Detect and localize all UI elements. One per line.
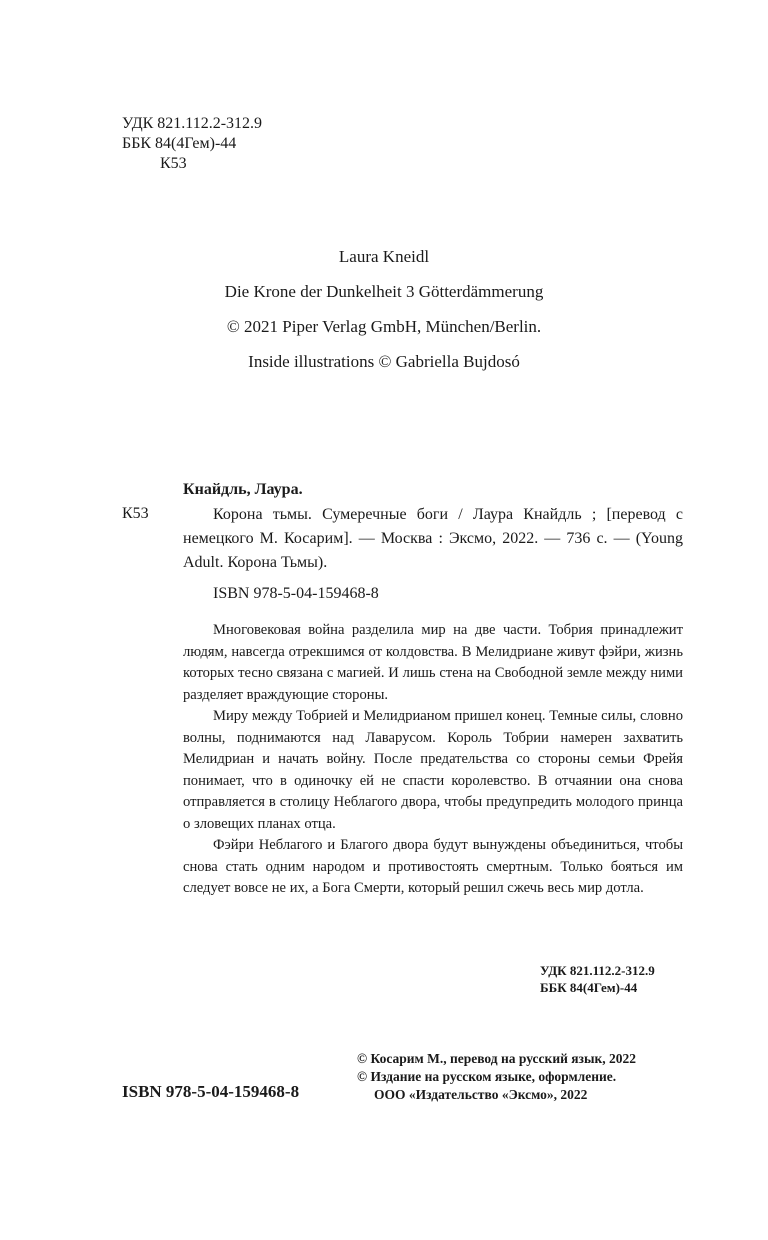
classification-codes-top (122, 114, 262, 174)
catalog-isbn: ISBN 978-5-04-159468-8 (213, 585, 379, 602)
bbk-code: ББК 84(4Гем)-44 (122, 135, 237, 152)
translation-copyright: © Косарим М., перевод на русский язык, 2022 (357, 1051, 637, 1066)
bbk-code: ББК 84(4Гем)-44 (540, 980, 638, 995)
catalog-author-mark: К53 (122, 505, 149, 522)
publisher-copyright: ООО «Издательство «Эксмо», 2022 (374, 1087, 588, 1102)
catalog-description: Корона тьмы. Сумеречные боги / Лаура Кнайдль ; [перевод с немецкого М. Косарим]. — Москва : Эксмо, 2022. — 736 с. — (Young Adult. Корона Тьмы). (183, 506, 683, 571)
catalog-author-heading: Кнайдль, Лаура. (183, 481, 303, 498)
udk-code: УДК 821.112.2-312.9 (540, 963, 655, 978)
annotation (183, 620, 683, 900)
original-author: Laura Kneidl (338, 247, 430, 266)
copyright-notices (357, 1050, 636, 1104)
footer-isbn: ISBN 978-5-04-159468-8 (122, 1082, 300, 1101)
original-copyright: © 2021 Piper Verlag GmbH, München/Berlin. (226, 317, 542, 336)
author-mark: К53 (160, 155, 187, 172)
annotation-paragraph: Многовековая война разделила мир на две части. Тобрия принадлежит людям, навсегда отрекшимся от колдовства. В Мелидриане живут фэйри, жизнь которых тесно связана с магией. И лишь стена на Свободной земле между ними разделяет враждующие стороны. (183, 622, 683, 703)
classification-codes-bottom (540, 962, 655, 996)
illustrations-credit: Inside illustrations © Gabriella Bujdosó (248, 352, 520, 371)
edition-copyright: © Издание на русском языке, оформление. (357, 1069, 617, 1084)
annotation-paragraph: Фэйри Неблагого и Благого двора будут вынуждены объединиться, чтобы снова стать одним народом и противостоять смертным. Только бояться им следует вовсе не их, а Бога Смерти, который решил сжечь весь мир дотла. (183, 837, 683, 896)
original-edition-credits (0, 239, 768, 379)
original-title: Die Krone der Dunkelheit 3 Götterdämmerung (224, 282, 544, 301)
annotation-paragraph: Миру между Тобрией и Мелидрианом пришел конец. Темные силы, словно волны, поднимаются над Лаварусом. Король Тобрии намерен захватить Мелидриан и начать войну. После предательства со стороны семьи Фрейя понимает, что в одиночку ей не спасти королевство. В отчаянии она снова отправляется в столицу Неблагого двора, чтобы предупредить молодого принца о зловещих планах отца. (183, 708, 683, 832)
udk-code: УДК 821.112.2-312.9 (122, 115, 263, 132)
